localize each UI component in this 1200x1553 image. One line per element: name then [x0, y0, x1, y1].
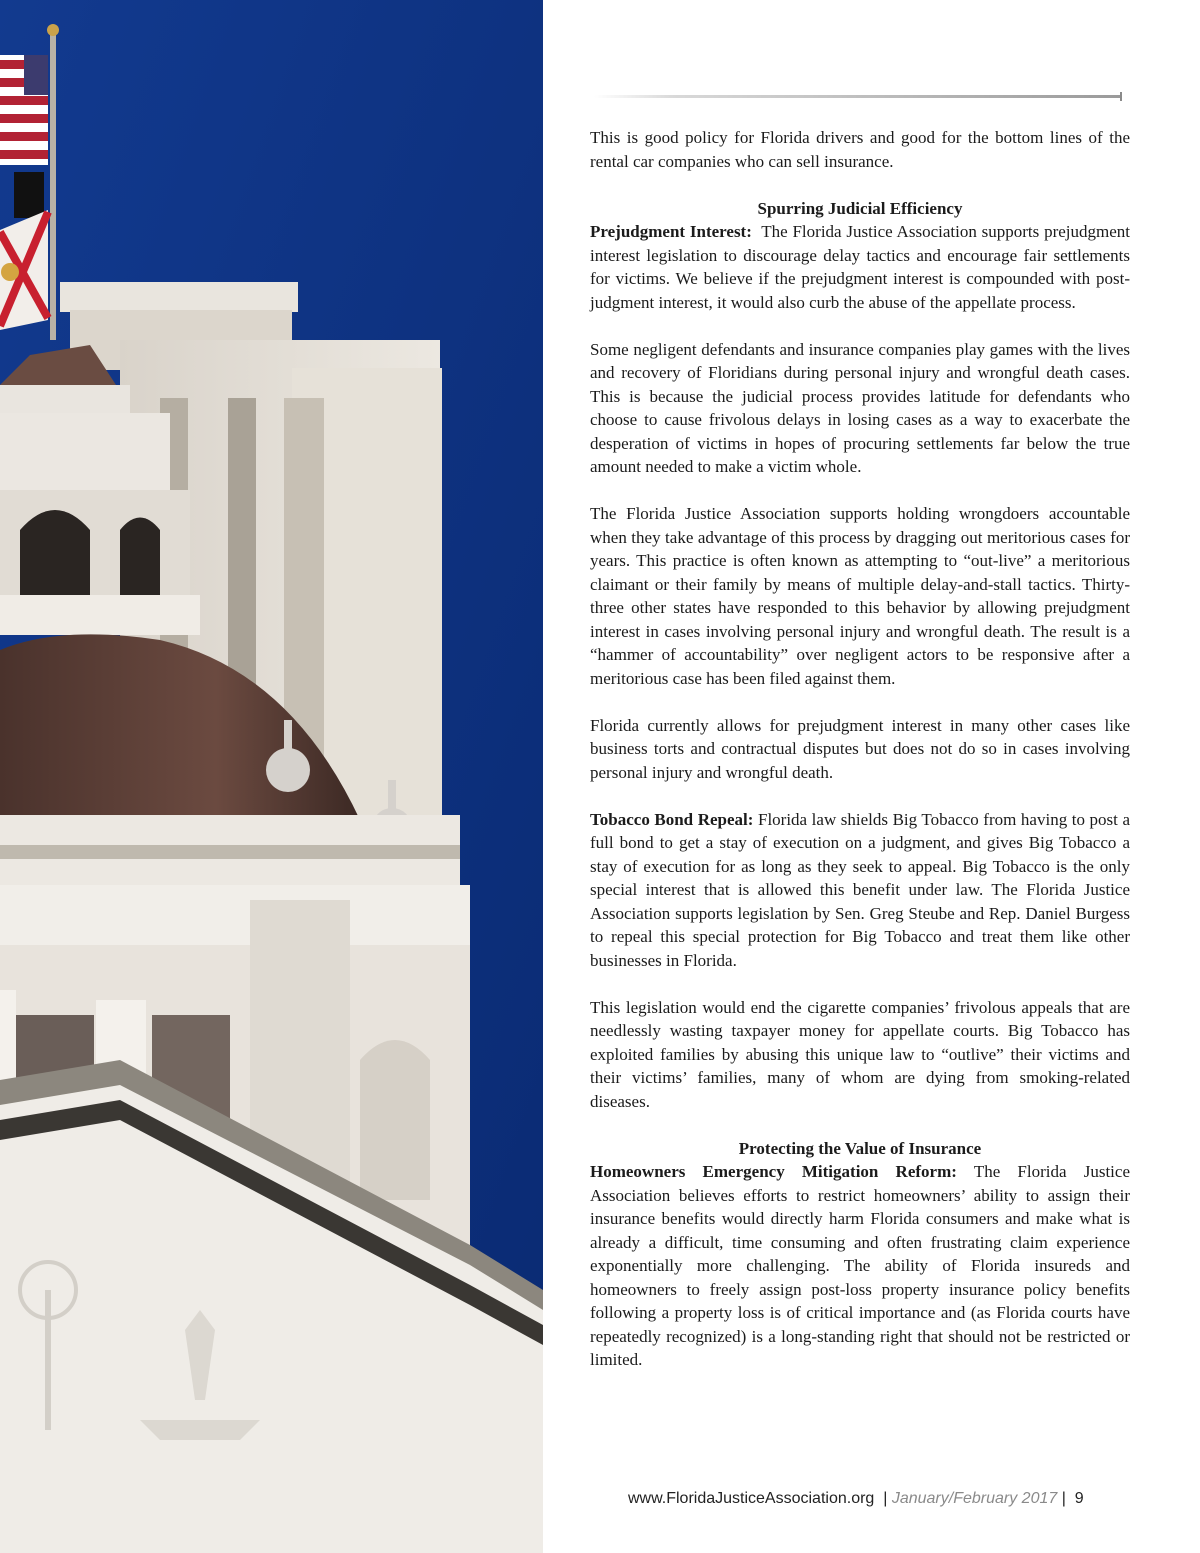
rule-line	[594, 95, 1122, 98]
footer-issue-date: January/February 2017	[891, 1490, 1058, 1507]
header-rule	[594, 92, 1122, 102]
body-homeowners-mitigation: The Florida Justice Association believes efforts to restrict homeowners’ ability to assign their insurance benefits would directly harm Florida consumers and make what is already a difficult, time consuming and often frustrating claim experience exponentially more challenging. The ability of Florida insureds and homeowners to freely assign post-loss property insurance policy benefits following a property loss is of critical importance and (as Florida courts have repeatedly recognized) is a long-standing right that should not be restricted or limited.	[590, 1162, 1130, 1369]
lead-prejudgment-interest: Prejudgment Interest:	[590, 222, 752, 241]
footer-url[interactable]: www.FloridaJusticeAssociation.org	[628, 1490, 875, 1507]
lead-homeowners-mitigation: Homeowners Emergency Mitigation Reform:	[590, 1162, 957, 1181]
capitol-building-photo	[0, 0, 543, 1553]
paragraph-rental-insurance: This is good policy for Florida drivers and good for the bottom lines of the rental car companies who can sell insurance.	[590, 128, 1130, 171]
paragraph-negligent-defendants: Some negligent defendants and insurance companies play games with the lives and recovery of Floridians during personal injury and wrongful death cases. This is because the judicial process provides latitude for defendants who choose to cause frivolous delays in losing cases as a way to exacerbate the desperation of victims in hopes of procuring settlements far below the true amount needed to make a victim whole.	[590, 339, 1130, 476]
footer-separator: |	[883, 1490, 888, 1507]
page-number: 9	[1074, 1490, 1084, 1507]
paragraph-cigarette-appeals: This legislation would end the cigarette companies’ frivolous appeals that are needlessly wasting taxpayer money for appellate courts. Big Tobacco has exploited families by abusing this unique law to “outlive” their victims and their victims’ families, many of whom are dying from smoking-related diseases.	[590, 997, 1130, 1111]
section-heading-judicial-efficiency: Spurring Judicial Efficiency	[757, 198, 963, 218]
rule-tick	[1120, 92, 1122, 101]
page-footer	[628, 1490, 1148, 1508]
paragraph-homeowners-mitigation	[590, 1160, 1130, 1372]
body-tobacco-bond: Florida law shields Big Tobacco from having to post a full bond to get a stay of execution on a judgment, and gives Big Tobacco a stay of execution for as long as they seek to appeal. Big Tobacco is the only special interest that is allowed this benefit under law. The Florida Justice Association supports legislation by Sen. Greg Steube and Rep. Daniel Burgess to repeal this special protection for Big Tobacco and treat them like other businesses in Florida.	[590, 809, 1131, 970]
footer-separator: |	[1061, 1490, 1066, 1507]
lead-tobacco-bond: Tobacco Bond Repeal:	[590, 809, 754, 829]
paragraph-prejudgment-interest	[590, 220, 1130, 314]
article-body	[590, 126, 1130, 1372]
section-heading-value-of-insurance: Protecting the Value of Insurance	[738, 1138, 982, 1158]
paragraph-accountability: The Florida Justice Association supports holding wrongdoers accountable when they take advantage of this process by dragging out meritorious cases for years. This practice is often known as attempting to “out-live” a meritorious claimant or their family by means of multiple delay-and-stall tactics. Thirty-three other states have responded to this behavior by allowing prejudgment interest in cases involving personal injury and wrongful death. The result is a “hammer of accountability” over negligent actors to be responsive after a meritorious case has been filed against them.	[590, 504, 1130, 688]
body-prejudgment-interest: The Florida Justice Association supports prejudgment interest legislation to discourage delay tactics and encourage fair settlements for victims. We believe if the prejudgment interest is compounded with post-judgment interest, it would also curb the abuse of the appellate process.	[590, 222, 1130, 312]
paragraph-tobacco-bond	[590, 808, 1130, 973]
paragraph-current-law: Florida currently allows for prejudgment interest in many other cases like business torts and contractual disputes but does not do so in cases involving personal injury and wrongful death.	[590, 715, 1130, 782]
